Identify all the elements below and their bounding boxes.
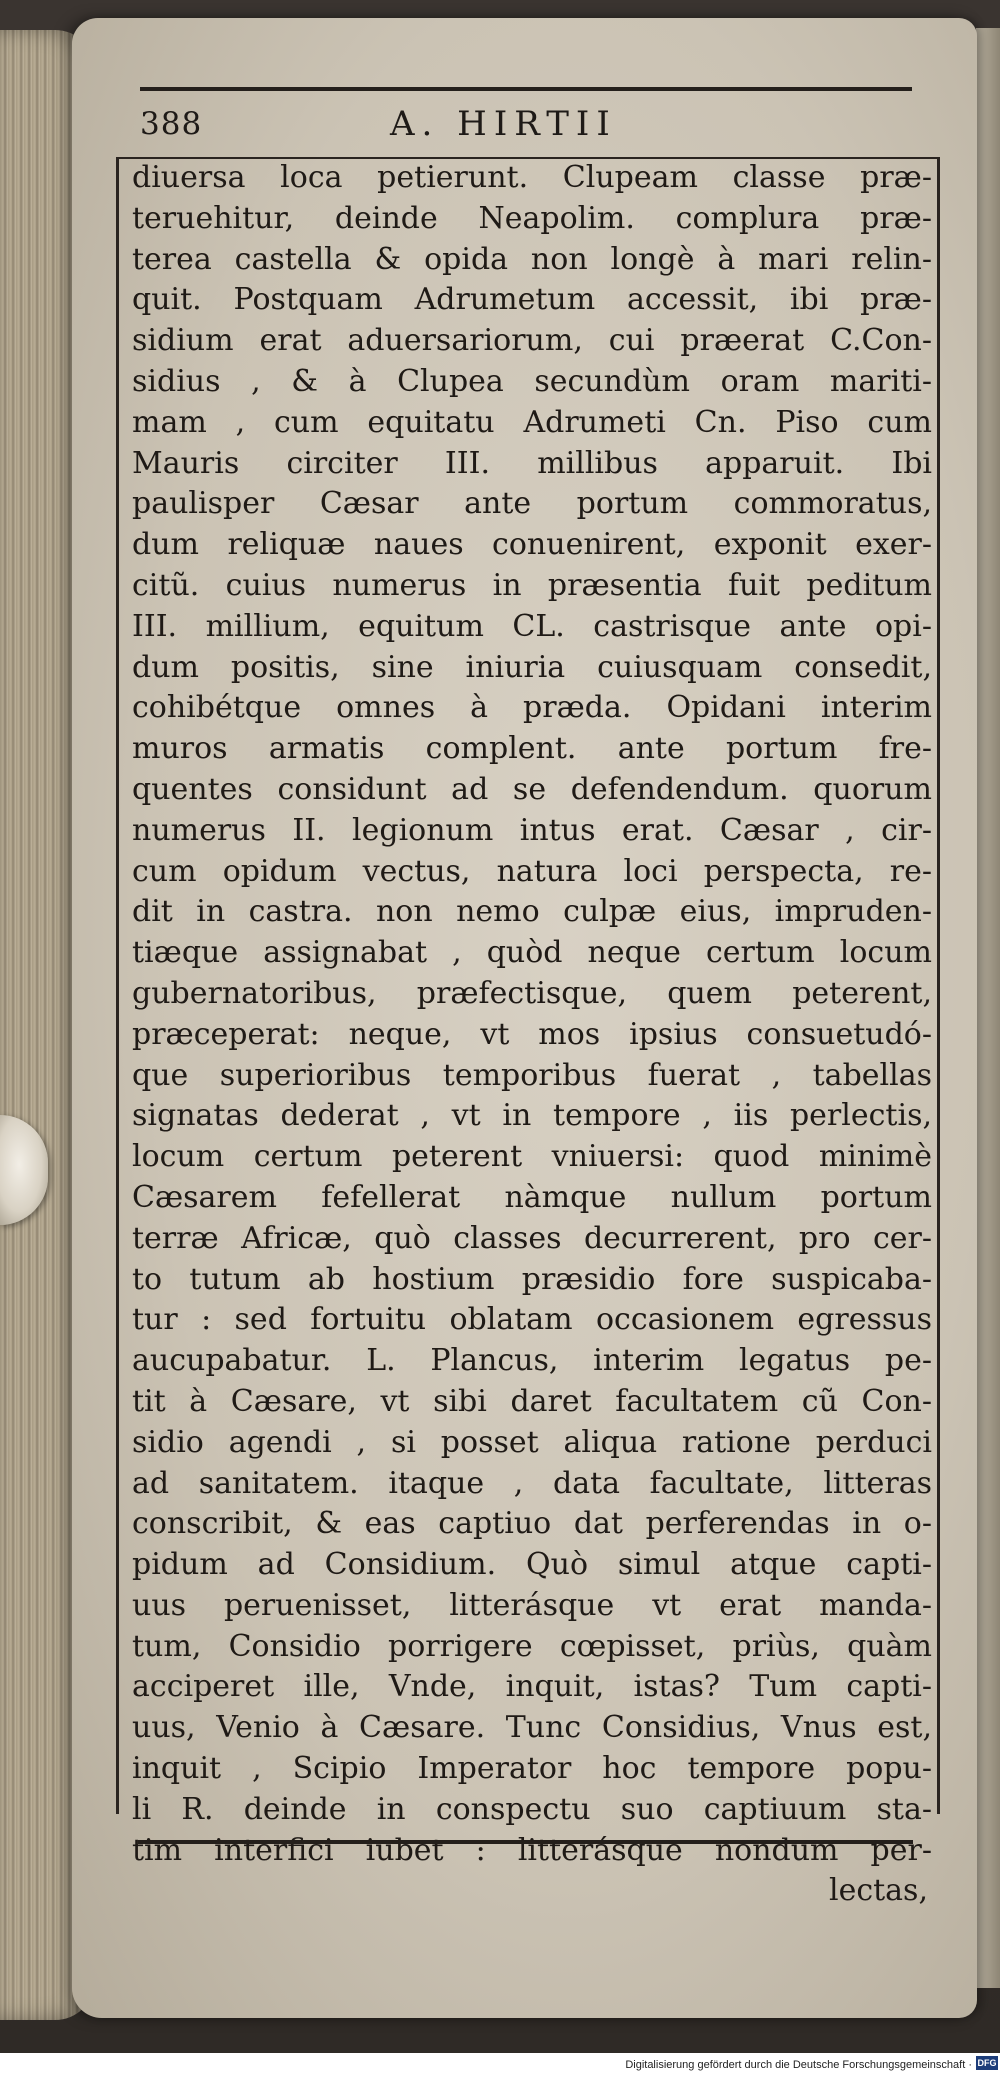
facing-page-edge	[976, 28, 1000, 1988]
header-rule	[140, 87, 912, 91]
text-line: teruehitur, deinde Neapolim. complura præ-	[132, 200, 932, 236]
text-line: Mauris circiter III. millibus apparuit. Ibi	[132, 445, 932, 481]
text-line: cohibétque omnes à præda. Opidani interim	[132, 690, 932, 726]
text-line: terræ Africæ, quò classes decurrerent, pro cer-	[132, 1220, 932, 1256]
text-line: Cæsarem fefellerat nàmque nullum portum	[132, 1179, 932, 1215]
text-line: acciperet ille, Vnde, inquit, istas? Tum capti-	[132, 1669, 932, 1705]
dfg-logo: DFG	[977, 2058, 997, 2068]
text-line: gubernatoribus, præfectisque, quem peterent,	[132, 975, 932, 1011]
text-line: conscribit, & eas captiuo dat perferendas in o-	[132, 1506, 932, 1542]
text-line: signatas dederat , vt in tempore , iis perlectis,	[132, 1098, 932, 1134]
text-line: præceperat: neque, vt mos ipsius consuetudó-	[132, 1016, 932, 1052]
text-line: dum reliquæ naues conuenirent, exponit exer-	[132, 527, 932, 563]
text-line: III. millium, equitum CL. castrisque ante opi-	[132, 608, 932, 644]
text-line: dum positis, sine iniuria cuiusquam consedit,	[132, 649, 932, 685]
body-text	[132, 158, 932, 1912]
text-line: sidium erat aduersariorum, cui præerat C.Con-	[132, 323, 932, 359]
text-line: ad sanitatem. itaque , data facultate, litteras	[132, 1465, 932, 1501]
catchword: lectas,	[828, 1873, 928, 1909]
text-line: quit. Postquam Adrumetum accessit, ibi præ-	[132, 282, 932, 318]
text-line: sidio agendi , si posset aliqua ratione perduci	[132, 1424, 932, 1460]
text-line: que superioribus temporibus fuerat , tabellas	[132, 1057, 932, 1093]
digitization-credit: Digitalisierung gefördert durch die Deutsche Forschungsgemeinschaft ·	[625, 2059, 972, 2071]
text-line: aucupabatur. L. Plancus, interim legatus pe-	[132, 1343, 932, 1379]
text-line: cum opidum vectus, natura loci perspecta, re-	[132, 853, 932, 889]
text-line: locum certum peterent vniuersi: quod minimè	[132, 1139, 932, 1175]
text-line: tit à Cæsare, vt sibi daret facultatem cũ Con-	[132, 1383, 932, 1419]
running-head: A. HIRTII	[390, 104, 617, 144]
page-number: 388	[140, 106, 203, 142]
footer-rule	[138, 1840, 913, 1844]
text-line: pidum ad Considium. Quò simul atque capti-	[132, 1547, 932, 1583]
text-line: citũ. cuius numerus in præsentia fuit peditum	[132, 567, 932, 603]
text-line: uus peruenisset, litterásque vt erat manda-	[132, 1587, 932, 1623]
text-line: numerus II. legionum intus erat. Cæsar , cir-	[132, 812, 932, 848]
text-line: quentes considunt ad se defendendum. quorum	[132, 771, 932, 807]
text-line: terea castella & opida non longè à mari relin-	[132, 241, 932, 277]
text-line: mam , cum equitatu Adrumeti Cn. Piso cum	[132, 404, 932, 440]
text-line: muros armatis complent. ante portum fre-	[132, 731, 932, 767]
text-line: tur : sed fortuitu oblatam occasionem egressus	[132, 1302, 932, 1338]
text-line: tum, Considio porrigere cœpisset, priùs, quàm	[132, 1628, 932, 1664]
page-header	[140, 100, 910, 150]
text-line: to tutum ab hostium præsidio fore suspicaba-	[132, 1261, 932, 1297]
text-line: uus, Venio à Cæsare. Tunc Considius, Vnus est,	[132, 1710, 932, 1746]
text-line: tiæque assignabat , quòd neque certum locum	[132, 935, 932, 971]
text-line: diuersa loca petierunt. Clupeam classe præ-	[132, 160, 932, 195]
text-line: li R. deinde in conspectu suo captiuum sta-	[132, 1791, 932, 1827]
text-line: paulisper Cæsar ante portum commoratus,	[132, 486, 932, 522]
text-line: tim interfici iubet : litterásque nondum per-	[132, 1832, 932, 1868]
text-line: inquit , Scipio Imperator hoc tempore popu-	[132, 1751, 932, 1787]
footer-bar	[0, 2053, 1000, 2073]
text-line: dit in castra. non nemo culpæ eius, impruden-	[132, 894, 932, 930]
text-line: sidius , & à Clupea secundùm oram mariti-	[132, 363, 932, 399]
